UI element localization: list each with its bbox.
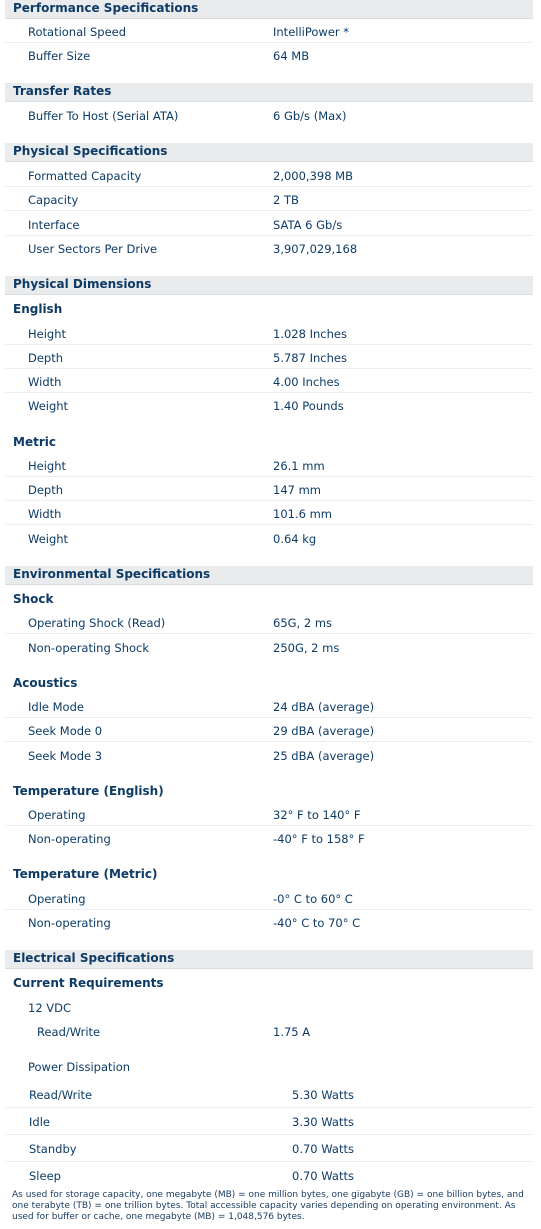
row-value: 26.1 mm bbox=[273, 459, 325, 473]
row-divider bbox=[5, 1161, 533, 1162]
row-label: Standby bbox=[29, 1142, 77, 1156]
row-label: Height bbox=[28, 459, 67, 473]
row-label: Idle bbox=[29, 1115, 50, 1129]
row-divider bbox=[5, 633, 533, 634]
row-divider bbox=[5, 524, 533, 525]
row-label: Depth bbox=[28, 483, 64, 497]
row-value: 1.40 Pounds bbox=[273, 399, 344, 413]
row-value: 29 dBA (average) bbox=[273, 724, 375, 738]
subheader-temperature-english: Temperature (English) bbox=[13, 784, 164, 798]
row-divider bbox=[5, 717, 533, 718]
row-label: Non-operating bbox=[28, 916, 111, 930]
row-value: 64 MB bbox=[273, 49, 310, 63]
row-divider bbox=[5, 344, 533, 345]
row-divider bbox=[5, 42, 533, 43]
row-label: Height bbox=[28, 327, 67, 341]
section-header-environmental: Environmental Specifications bbox=[5, 566, 533, 585]
row-value: 101.6 mm bbox=[273, 507, 332, 521]
row-value: 24 dBA (average) bbox=[273, 700, 375, 714]
row-value: 6 Gb/s (Max) bbox=[273, 109, 347, 123]
row-value: 65G, 2 ms bbox=[273, 616, 333, 630]
row-label: Non-operating Shock bbox=[28, 641, 150, 655]
row-value: 0.70 Watts bbox=[292, 1142, 354, 1156]
row-label: Formatted Capacity bbox=[28, 169, 142, 183]
row-value: 0.70 Watts bbox=[292, 1169, 354, 1183]
row-label: Operating bbox=[28, 892, 86, 906]
row-label: Read/Write bbox=[37, 1025, 101, 1039]
row-label: Seek Mode 0 bbox=[28, 724, 103, 738]
row-label: Weight bbox=[28, 399, 69, 413]
section-header-electrical: Electrical Specifications bbox=[5, 950, 533, 969]
row-label: User Sectors Per Drive bbox=[28, 242, 158, 256]
subheader-acoustics: Acoustics bbox=[13, 676, 78, 690]
row-value: -40° F to 158° F bbox=[273, 832, 365, 846]
row-label: Interface bbox=[28, 218, 80, 232]
row-value: 1.028 Inches bbox=[273, 327, 347, 341]
row-value: 32° F to 140° F bbox=[273, 808, 361, 822]
row-label: Width bbox=[28, 507, 62, 521]
row-value: 5.787 Inches bbox=[273, 351, 347, 365]
subheader-english: English bbox=[13, 302, 63, 316]
row-label: Read/Write bbox=[29, 1088, 93, 1102]
row-divider bbox=[5, 909, 533, 910]
row-label: Idle Mode bbox=[28, 700, 84, 714]
row-label: Depth bbox=[28, 351, 64, 365]
power-dissipation-label: Power Dissipation bbox=[28, 1060, 131, 1074]
row-label: Width bbox=[28, 375, 62, 389]
row-divider bbox=[5, 235, 533, 236]
row-value: -0° C to 60° C bbox=[273, 892, 353, 906]
row-value: 5.30 Watts bbox=[292, 1088, 354, 1102]
row-value: 25 dBA (average) bbox=[273, 749, 375, 763]
row-value: 4.00 Inches bbox=[273, 375, 340, 389]
section-header-physical-dimensions: Physical Dimensions bbox=[5, 276, 533, 295]
row-label: Capacity bbox=[28, 193, 79, 207]
section-header-transfer-rates: Transfer Rates bbox=[5, 83, 533, 102]
row-value: 2,000,398 MB bbox=[273, 169, 353, 183]
row-divider bbox=[5, 210, 533, 211]
row-divider bbox=[5, 1107, 533, 1108]
row-value: 0.64 kg bbox=[273, 532, 317, 546]
row-label: Sleep bbox=[29, 1169, 61, 1183]
row-value: 250G, 2 ms bbox=[273, 641, 340, 655]
subheader-temperature-metric: Temperature (Metric) bbox=[13, 867, 158, 881]
row-label: Non-operating bbox=[28, 832, 111, 846]
subheader-metric: Metric bbox=[13, 435, 56, 449]
subheader-current-requirements: Current Requirements bbox=[13, 976, 164, 990]
row-value: 2 TB bbox=[273, 193, 299, 207]
row-label: Weight bbox=[28, 532, 69, 546]
row-label: Operating Shock (Read) bbox=[28, 616, 166, 630]
row-label: Buffer Size bbox=[28, 49, 91, 63]
row-value: IntelliPower * bbox=[273, 25, 350, 39]
section-header-physical-specs: Physical Specifications bbox=[5, 143, 533, 162]
row-value: 3,907,029,168 bbox=[273, 242, 358, 256]
row-value: 147 mm bbox=[273, 483, 322, 497]
vdc-label: 12 VDC bbox=[28, 1001, 72, 1015]
row-value: 3.30 Watts bbox=[292, 1115, 354, 1129]
subheader-shock: Shock bbox=[13, 592, 54, 606]
row-divider bbox=[5, 368, 533, 369]
row-value: -40° C to 70° C bbox=[273, 916, 361, 930]
row-label: Operating bbox=[28, 808, 86, 822]
section-header-performance: Performance Specifications bbox=[5, 0, 533, 19]
row-label: Seek Mode 3 bbox=[28, 749, 103, 763]
row-value: 1.75 A bbox=[273, 1025, 311, 1039]
row-label: Buffer To Host (Serial ATA) bbox=[28, 109, 179, 123]
row-divider bbox=[5, 476, 533, 477]
row-divider bbox=[5, 500, 533, 501]
row-value: SATA 6 Gb/s bbox=[273, 218, 343, 232]
row-divider bbox=[5, 1134, 533, 1135]
row-divider bbox=[5, 825, 533, 826]
row-divider bbox=[5, 741, 533, 742]
row-label: Rotational Speed bbox=[28, 25, 127, 39]
capacity-footnote: As used for storage capacity, one megabyte (MB) = one million bytes, one gigabyte (GB) = one billion bytes, and one terabyte (TB) = one trillion bytes. Total accessible capacity varies depending on operating environment. As used for buffer or cache, one megabyte (MB) = 1,048,576 bytes. bbox=[12, 1190, 524, 1222]
row-divider bbox=[5, 186, 533, 187]
row-divider bbox=[5, 392, 533, 393]
